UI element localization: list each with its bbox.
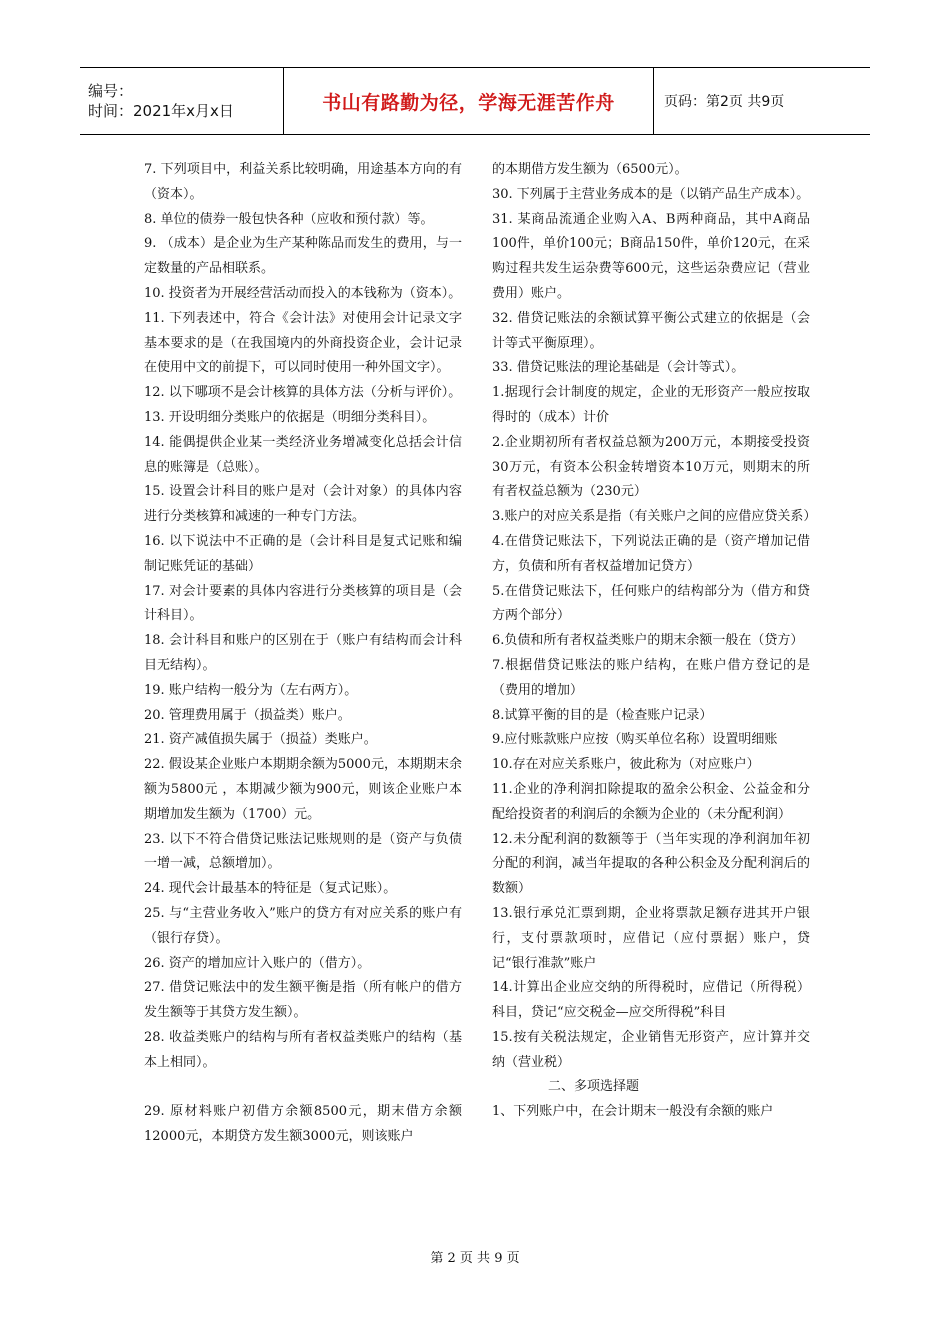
question-item: 12.未分配利润的数额等于（当年实现的净利润加年初分配的利润，减当年提取的各种公积金及分配利润后的数额） [492, 831, 810, 897]
question-item: 1.据现行会计制度的规定，企业的无形资产一般应按取得时的（成本）计价 [492, 385, 810, 425]
question-item: 7. 下列项目中，利益关系比较明确，用途基本方向的有（资本）。 [144, 162, 462, 202]
question-item: 30. 下列属于主营业务成本的是（以销产品生产成本）。 [492, 186, 810, 202]
question-item: 13.银行承兑汇票到期，企业将票款足额存进其开户银行，支付票款项时，应借记（应付票据）账户，贷记“银行准款”账户 [492, 905, 810, 971]
question-item: 10. 投资者为开展经营活动而投入的本钱称为（资本）。 [144, 285, 462, 301]
question-item: 6.负债和所有者权益类账户的期末余额一般在（贷方） [492, 633, 804, 649]
question-item: 14.计算出企业应交纳的所得税时，应借记（所得税）科目，贷记“应交税金—应交所得税”科目 [492, 980, 810, 1021]
question-item: 22. 假设某企业账户本期期余额为5000元，本期期末余额为5800元 ，本期减少额为900元，则该企业账户本期增加发生额为（1700）元。 [144, 757, 462, 822]
question-item: 18. 会计科目和账户的区别在于（账户有结构而会计科目无结构）。 [144, 633, 462, 673]
question-item: 13. 开设明细分类账户的依据是（明细分类科目）。 [144, 409, 436, 425]
question-item: 25. 与“主营业务收入”账户的贷方有对应关系的账户有（银行存贷）。 [144, 905, 462, 946]
question-item: 24. 现代会计最基本的特征是（复式记账）。 [144, 881, 397, 897]
header-meta [80, 68, 284, 134]
question-item: 32. 借贷记账法的余额试算平衡公式建立的依据是（会计等式平衡原理）。 [492, 310, 810, 351]
right-column [492, 158, 817, 1125]
question-item: 17. 对会计要素的具体内容进行分类核算的项目是（会计科目）。 [144, 583, 462, 624]
question-item: 的本期借方发生额为（6500元）。 [492, 162, 688, 177]
question-item: 7.根据借贷记账法的账户结构，在账户借方登记的是（费用的增加） [492, 657, 810, 698]
question-item: 14. 能偶提供企业某一类经济业务增减变化总括会计信息的账簿是（总账）。 [144, 434, 462, 475]
question-item: 27. 借贷记账法中的发生额平衡是指（所有帐户的借方发生额等于其贷方发生额）。 [144, 980, 462, 1021]
question-item: 26. 资产的增加应计入账户的（借方）。 [144, 955, 371, 971]
question-item: 33. 借贷记账法的理论基础是（会计等式）。 [492, 360, 745, 376]
question-item: 2.企业期初所有者权益总额为200万元，本期接受投资30万元，有资本公积金转增资本10万元，则期末的所有者权益总额为（230元） [492, 434, 810, 500]
question-item: 21. 资产减值损失属于（损益）类账户。 [144, 732, 377, 748]
question-item: 11. 下列表述中，符合《会计法》对使用会计记录文字基本要求的是（在我国境内的外商投资企业，会计记录在使用中文的前提下，可以同时使用一种外国文字）。 [144, 310, 462, 376]
question-item: 5.在借贷记账法下，任何账户的结构部分为（借方和贷方两个部分） [492, 583, 810, 624]
question-item: 15. 设置会计科目的账户是对（会计对象）的具体内容进行分类核算和减速的一种专门方法。 [144, 484, 462, 525]
question-item: 29. 原材料账户初借方余额8500元，期末借方余额12000元，本期贷方发生额3000元，则该账户 [144, 1104, 462, 1145]
question-item: 20. 管理费用属于（损益类）账户。 [144, 707, 351, 723]
question-item: 23. 以下不符合借贷记账法记账规则的是（资产与负债一增一减，总额增加）。 [144, 831, 462, 872]
question-item: 19. 账户结构一般分为（左右两方）。 [144, 682, 358, 698]
header-page-info [654, 68, 870, 134]
question-item: 4.在借贷记账法下，下列说法正确的是（资产增加记借方，负债和所有者权益增加记贷方） [492, 533, 810, 574]
question-item: 9.应付账款账户应按（购买单位名称）设置明细账 [492, 732, 778, 748]
document-number-label: 编号： [88, 82, 134, 100]
document-date-label: 时间：2021年x月x日 [88, 102, 234, 120]
page-number-label: 页码：第2页 共9页 [664, 94, 785, 110]
question-item: 8.试算平衡的目的是（检查账户记录） [492, 707, 713, 723]
question-item: 8. 单位的债券一般包快各种（应收和预付款）等。 [144, 211, 434, 227]
left-column [144, 158, 462, 1150]
question-item: 28. 收益类账户的结构与所有者权益类账户的结构（基本上相同）。 [144, 1029, 462, 1070]
header-motto [284, 68, 654, 134]
question-item: 12. 以下哪项不是会计核算的具体方法（分析与评价）。 [144, 385, 462, 401]
question-item: 16. 以下说法中不正确的是（会计科目是复式记账和编制记账凭证的基础） [144, 533, 462, 574]
section-title: 二、多项选择题 [548, 1079, 640, 1095]
question-item: 10.存在对应关系账户，彼此称为（对应账户） [492, 757, 760, 773]
page-header [80, 67, 870, 135]
question-item: 1、下列账户中，在会计期末一般没有余额的账户 [492, 1104, 774, 1120]
question-item: 15.按有关税法规定，企业销售无形资产，应计算并交纳（营业税） [492, 1029, 810, 1070]
blank-line [144, 1075, 462, 1100]
motto-text: 书山有路勤为径，学海无涯苦作舟 [322, 91, 615, 114]
question-item: 9. （成本）是企业为生产某种陈品而发生的费用，与一定数量的产品相联系。 [144, 236, 462, 277]
question-item: 3.账户的对应关系是指（有关账户之间的应借应贷关系） [492, 509, 817, 525]
question-item: 11.企业的净利润扣除提取的盈余公积金、公益金和分配给投资者的利润后的余额为企业的（未分配利润） [492, 781, 810, 822]
question-item: 31. 某商品流通企业购入A、B两种商品，其中A商品100件，单价100元；B商品150件，单价120元，在采购过程共发生运杂费等600元，这些运杂费应记（营业费用）账户。 [492, 211, 810, 301]
page-footer: 第 2 页 共 9 页 [430, 1251, 520, 1266]
